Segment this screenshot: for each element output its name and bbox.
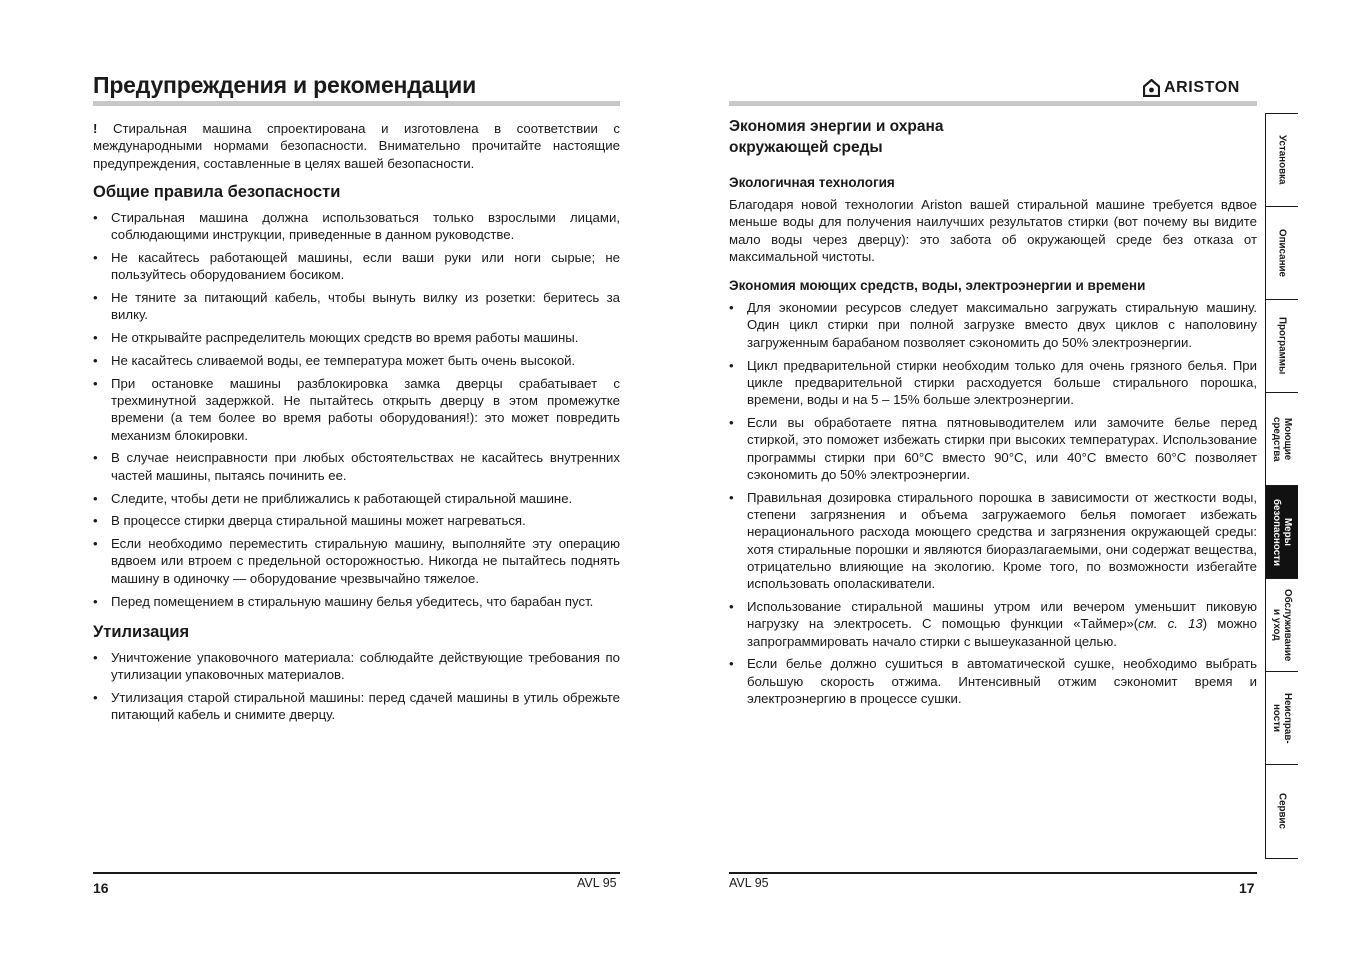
page-number-left: 16: [93, 880, 109, 896]
list-item: • Правильная дозировка стирального порошка в зависимости от жесткости воды, степени загрязнения и объема загружаемого белья помогает избежать нерационального расхода моющего средства и загрязнения окружающей среды: хотя стиральные порошки и являются биоразлагаемыми, они содержат вещества, отрицательно влияющие на экологию. Кроме того, по возможности избегайте использовать ополаскиватели.: [729, 489, 1257, 593]
tab-label: Моющие средства: [1271, 416, 1293, 462]
list-item: • Утилизация старой стиральной машины: перед сдачей машины в утиль обрежьте питающий кабель и снимите дверцу.: [93, 689, 620, 724]
list-item: • Не касайтесь сливаемой воды, ее температура может быть очень высокой.: [93, 352, 620, 369]
list-item: • Не тяните за питающий кабель, чтобы вынуть вилку из розетки: беритесь за вилку.: [93, 289, 620, 324]
safety-list: [93, 209, 620, 610]
right-column: [729, 116, 1257, 713]
footer-rule-left: [93, 872, 620, 874]
energy-heading-line1: Экономия энергии и охрана: [729, 118, 944, 135]
page-number-right: 17: [1239, 880, 1255, 896]
list-item: • Если необходимо переместить стиральную машину, выполняйте эту операцию вдвоем или втроем с предельной осторожностью. Никогда не пытайтесь поднять машину в одиночку — оборудование чрезвычайно тяжелое.: [93, 535, 620, 587]
tab-label: Описание: [1276, 229, 1288, 277]
tab-description[interactable]: [1266, 207, 1298, 300]
footer-rule-right: [729, 872, 1257, 874]
tab-installation[interactable]: [1266, 114, 1298, 207]
model-label-right: AVL 95: [729, 876, 769, 890]
timer-page-ref: см. с. 13: [1138, 616, 1203, 632]
timer-text-end: ) можно запрограммировать начало стирки с вышеуказанной целью.: [747, 616, 1258, 649]
list-item: • Если белье должно сушиться в автоматической сушке, необходимо выбрать большую скорость отжима. Интенсивный отжим сэкономит время и электроэнергию в процессе сушки.: [729, 655, 1257, 707]
page-title: Предупреждения и рекомендации: [93, 72, 477, 98]
tab-label: Меры безопасности: [1271, 498, 1293, 566]
intro-paragraph: [93, 120, 620, 172]
tab-label: Обслуживание и уход: [1271, 588, 1293, 662]
left-column: [93, 120, 620, 729]
tab-service[interactable]: [1266, 765, 1298, 858]
eco-heading: Экологичная технология: [729, 175, 895, 190]
logo-text: ARISTON: [1164, 79, 1240, 96]
list-item: • Следите, чтобы дети не приближались к работающей стиральной машине.: [93, 490, 620, 507]
tab-label: Сервис: [1276, 793, 1288, 830]
disposal-list: [93, 649, 620, 724]
list-item: • Стиральная машина должна использоваться только взрослыми лицами, соблюдающими инструкции, приведенные в данном руководстве.: [93, 209, 620, 244]
intro-text: Стиральная машина спроектирована и изготовлена в соответствии с международными нормами безопасности. Внимательно прочитайте настоящие предупреждения, составленные в целях вашей безопасности.: [93, 121, 620, 171]
list-item: • Не касайтесь работающей машины, если ваши руки или ноги сырые; не пользуйтесь оборудованием босиком.: [93, 249, 620, 284]
model-label-left: AVL 95: [577, 876, 617, 890]
tab-label: Неисправ- ности: [1271, 692, 1293, 744]
tab-programs[interactable]: [1266, 300, 1298, 393]
house-logo-icon: [1143, 79, 1160, 97]
tab-troubleshooting[interactable]: [1266, 672, 1298, 765]
energy-heading-line2: окружающей среды: [729, 139, 883, 156]
savings-list: [729, 299, 1257, 707]
warning-mark: !: [93, 121, 98, 136]
tab-detergents[interactable]: [1266, 393, 1298, 486]
list-item: • При остановке машины разблокировка замка дверцы срабатывает с трехминутной задержкой. Не пытайтесь открыть дверцу в этом промежутке времени (а тем более во время работы оборудования!): это может повредить механизм блокировки.: [93, 375, 620, 444]
tab-label: Программы: [1276, 317, 1288, 375]
timer-text-start: Использование стиральной машины утром или вечером уменьшит пиковую нагрузку на электросеть. С помощью функции «Таймер»(: [747, 598, 1257, 632]
list-item: • Цикл предварительной стирки необходим только для очень грязного белья. При цикле предварительной стирки расходуется больше стирального порошка, времени, воды и на 5 – 15% больше электроэнергии.: [729, 357, 1257, 409]
disposal-heading: Утилизация: [93, 622, 190, 641]
section-tabs: [1265, 113, 1298, 859]
tab-label: Установка: [1276, 135, 1288, 185]
list-item: • Для экономии ресурсов следует максимально загружать стиральную машину. Один цикл стирки при полной загрузке вместо двух циклов с наполовину загруженным барабаном позволяет сэкономить до 50% электроэнергии.: [729, 299, 1257, 351]
tab-safety[interactable]: [1266, 486, 1298, 579]
list-item: • Уничтожение упаковочного материала: соблюдайте действующие требования по утилизации упаковочных материалов.: [93, 649, 620, 684]
ariston-logo: [1143, 79, 1240, 97]
safety-heading: Общие правила безопасности: [93, 182, 341, 201]
savings-heading: Экономия моющих средств, воды, электроэнергии и времени: [729, 278, 1146, 294]
energy-heading: [729, 116, 1257, 158]
list-item: • Перед помещением в стиральную машину белья убедитесь, что барабан пуст.: [93, 593, 620, 610]
list-item: • Не открывайте распределитель моющих средств во время работы машины.: [93, 329, 620, 346]
title-rule-left: [93, 101, 620, 106]
eco-text: Благодаря новой технологии Ariston вашей стиральной машине требуется вдвое меньше воды для получения наилучших результатов стирки (вот почему вы видите мало воды через дверцу): это забота об окружающей среде без отказа от максимальной чистоты.: [729, 197, 1257, 264]
title-rule-right: [729, 101, 1257, 106]
list-item: • В процессе стирки дверца стиральной машины может нагреваться.: [93, 512, 620, 529]
tab-maintenance[interactable]: [1266, 579, 1298, 672]
list-item: [729, 598, 1257, 650]
list-item: • Если вы обработаете пятна пятновыводителем или замочите белье перед стиркой, это поможет избежать стирки при высоких температурах. Использование программы стирки при 60°C вместо 90°C, или 40°C вместо 60°C позволяет сэкономить до 50% электроэнергии.: [729, 414, 1257, 483]
list-item: • В случае неисправности при любых обстоятельствах не касайтесь внутренних частей машины, пытаясь починить ее.: [93, 449, 620, 484]
